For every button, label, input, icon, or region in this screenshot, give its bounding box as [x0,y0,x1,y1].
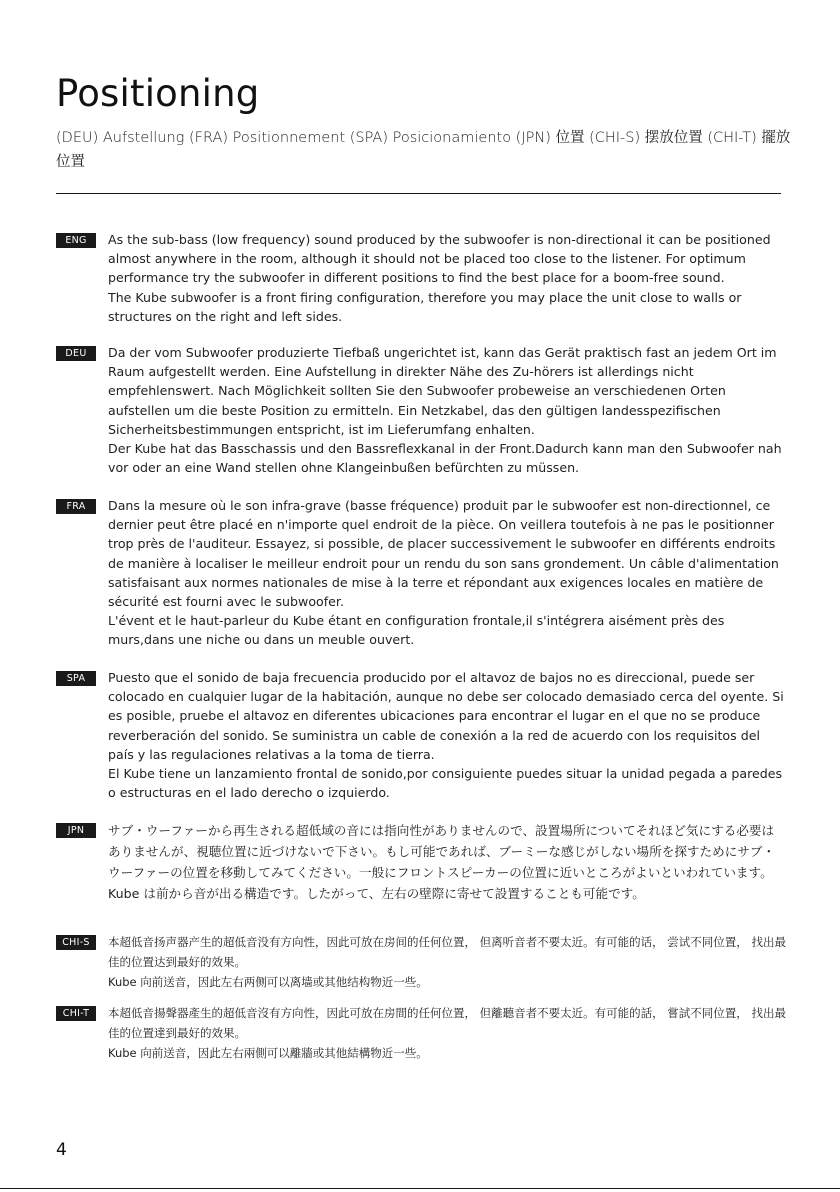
page-number: 4 [56,1140,67,1160]
section-body-eng [108,230,786,326]
paragraph: Dans la mesure où le son infra-grave (basse fréquence) produit par le subwoofer est non-directionnel, ce dernier peut être placé en n'importe quel endroit de la pièce. On veillera toutefois à ne pas le positionner trop près de l'auditeur. Essayez, si possible, de placer successivement le subwoofer en différents endroits de manière à localiser le meilleur endroit pour un rendu du son sans grondement. Un câble d'alimentation satisfaisant aux normes nationales de mise à la terre et répondant aux exigences locales en matière de sécurité est fourni avec le subwoofer. [108,498,779,610]
paragraph: The Kube subwoofer is a front firing configuration, therefore you may place the unit close to walls or structures on the right and left sides. [108,289,742,324]
paragraph: 本超低音揚聲器產生的超低音沒有方向性，因此可放在房間的任何位置， 但離聽音者不要太近。有可能的話， 嘗試不同位置， 找出最佳的位置達到最好的效果。 [108,1006,786,1040]
language-badge-chi-s: CHI-S [56,935,96,950]
paragraph: Puesto que el sonido de baja frecuencia producido por el altavoz de bajos no es direccional, puede ser colocado en cualquier lugar de la habitación, aunque no debe ser colocado demasiado cerca del oyente. Si es posible, pruebe el altavoz en diferentes ubicaciones para encontrar el lugar en el que no se produce reverberación del sonido. Se suministra un cable de conexión a la red de acuerdo con los requisitos del país y las regulaciones relativas a la toma de tierra. [108,670,784,762]
section-body-chi-s [108,932,786,992]
header-divider [56,193,781,194]
section-fra [56,496,786,650]
section-jpn [56,820,786,904]
paragraph: 本超低音扬声器产生的超低音没有方向性，因此可放在房间的任何位置， 但离听音者不要太近。有可能的话， 尝试不同位置， 找出最佳的位置达到最好的效果。 [108,935,786,969]
section-body-spa [108,668,786,802]
paragraph: Da der vom Subwoofer produzierte Tiefbaß ungerichtet ist, kann das Gerät praktisch fast an jedem Ort im Raum aufgestellt werden. Eine Aufstellung in direkter Nähe des Zu-hörers ist allerdings nicht empfehlenswert. Nach Möglichkeit sollten Sie den Subwoofer probeweise an verschiedenen Orten aufstellen um die beste Position zu ermitteln. Ein Netzkabel, das den gültigen landesspezifischen Sicherheitsbestimmungen entspricht, ist im Lieferumfang enhalten. [108,345,777,437]
paragraph: As the sub-bass (low frequency) sound produced by the subwoofer is non-directional it can be positioned almost anywhere in the room, although it should not be placed too close to the listener. For optimum performance try the subwoofer in different positions to find the best place for a boom-free sound. [108,232,771,286]
paragraph: Kube 向前送音，因此左右两侧可以离墙或其他结构物近一些。 [108,975,428,989]
paragraph: El Kube tiene un lanzamiento frontal de sonido,por consiguiente puedes situar la unidad pegada a paredes o estructuras en el lado derecho o izquierdo. [108,766,783,801]
language-badge-deu: DEU [56,346,96,361]
paragraph: L'évent et le haut-parleur du Kube étant en configuration frontale,il s'intégrera aisément près des murs,dans une niche ou dans un meuble ouvert. [108,613,725,648]
language-badge-eng: ENG [56,233,96,248]
language-badge-chi-t: CHI-T [56,1006,96,1021]
section-chi-s [56,932,786,992]
language-badge-spa: SPA [56,671,96,686]
section-body-chi-t [108,1003,786,1063]
section-spa [56,668,786,802]
section-eng [56,230,786,326]
language-subtitle: (DEU) Aufstellung (FRA) Positionnement (SPA) Posicionamiento (JPN) 位置 (CHI-S) 摆放位置 (CHI-T) 擺放位置 [56,130,791,170]
section-body-fra [108,496,786,650]
language-badge-fra: FRA [56,499,96,514]
paragraph: Der Kube hat das Basschassis und den Bassreflexkanal in der Front.Dadurch kann man den Subwoofer nah vor oder an eine Wand stellen ohne Klangeinbußen befürchten zu müssen. [108,441,782,476]
section-body-deu [108,343,786,477]
paragraph: サブ・ウーファーから再生される超低域の音には指向性がありませんので、設置場所についてそれほど気にする必要はありませんが、視聴位置に近づけないで下さい。もし可能であれば、ブーミーな感じがしない場所を探すためにサブ・ウーファーの位置を移動してみてください。一般にフロントスピーカーの位置に近いところがよいといわれています。 [108,823,776,880]
paragraph: Kube は前から音が出る構造です。したがって、左右の壁際に寄せて設置することも可能です。 [108,886,645,901]
section-body-jpn [108,820,786,904]
section-chi-t [56,1003,786,1063]
section-deu [56,343,786,477]
paragraph: Kube 向前送音，因此左右兩側可以離牆或其他結構物近一些。 [108,1046,428,1060]
language-badge-jpn: JPN [56,823,96,838]
footer-divider [0,1188,840,1189]
page-title: Positioning [56,72,260,115]
